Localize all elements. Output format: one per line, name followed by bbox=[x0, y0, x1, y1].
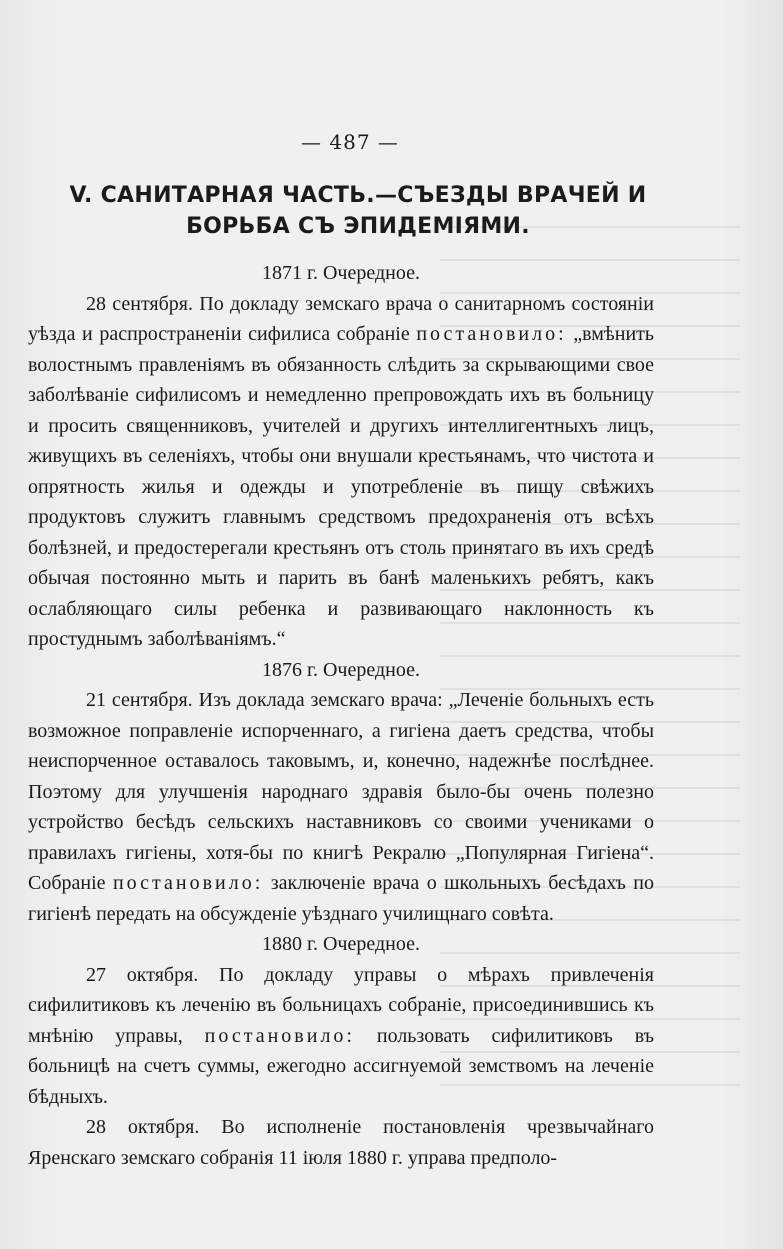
page-number: — 487 — bbox=[301, 130, 399, 154]
paragraph-text: По докладу управы о мѣрахъ привлеченія сифилитиковъ къ леченію въ больницахъ собраніе, присоединившись къ мнѣнію управы, bbox=[28, 963, 654, 1047]
paragraph-text: „вмѣнить волостнымъ правленіямъ въ обязанность слѣдить за скрывающими свое заболѣваніе сифилисомъ и немедленно препровождать ихъ въ больницу и просить священниковъ, учителей и другихъ интеллигентныхъ лицъ, живущихъ въ селеніяхъ, чтобы они внушали крестьянамъ, что чистота и опрятность жилья и одежды и употребленіе въ пищу свѣжихъ продуктовъ служитъ главнымъ средствомъ предохраненія отъ всѣхъ болѣзней, и предостерегали крестьянъ отъ столь принятаго въ ихъ средѣ обычая постоянно мыть и парить въ банѣ маленькихъ ребятъ, какъ ослабляющаго силы ребенка и развивающаго наклонность къ простуднымъ заболѣваніямъ.“ bbox=[28, 323, 655, 650]
year-heading: 1880 г. Очередное. bbox=[262, 933, 420, 955]
paragraph-text: Во исполненіе постановленія чрезвычайнаго Яренскаго земскаго собранія 11 іюля 1880 г. управа предполо- bbox=[28, 1116, 654, 1169]
date: 28 октября. bbox=[86, 1116, 200, 1138]
resolution-keyword: постановило: bbox=[204, 1024, 355, 1047]
date: 27 октября. bbox=[86, 963, 199, 986]
section-title: V. САНИТАРНАЯ ЧАСТЬ.—СЪЕЗДЫ ВРАЧЕЙ И БОРЬБА СЪ ЭПИДЕМІЯМИ. bbox=[69, 183, 647, 239]
paragraph-text: По докладу земскаго врача о санитарномъ состояніи уѣзда и распространеніи сифилиса собраніе bbox=[28, 292, 654, 345]
year-heading: 1876 г. Очередное. bbox=[262, 658, 420, 681]
paragraph-text: заключеніе врача о школьныхъ бесѣдахъ по гигіенѣ передать на обсужденіе уѣзднаго училищнаго совѣта. bbox=[28, 872, 655, 925]
date: 28 сентября. bbox=[86, 292, 194, 315]
resolution-keyword: постановило: bbox=[112, 872, 264, 894]
paragraph bbox=[28, 1112, 654, 1173]
paragraph bbox=[28, 960, 654, 1113]
entry-1880 bbox=[28, 929, 654, 1173]
resolution-keyword: постановило: bbox=[416, 323, 567, 345]
year-heading: 1871 г. Очередное. bbox=[262, 262, 420, 284]
paragraph bbox=[28, 685, 654, 929]
paragraph bbox=[28, 289, 654, 655]
paragraph-text: пользовать сифилитиковъ въ больницѣ на счетъ суммы, ежегодно ассигнуемой земствомъ на леченіе бѣдныхъ. bbox=[28, 1024, 655, 1108]
document-body bbox=[28, 258, 654, 1173]
entry-1876 bbox=[28, 655, 654, 930]
date: 21 сентября. bbox=[86, 689, 193, 711]
paragraph-text: Изъ доклада земскаго врача: „Леченіе больныхъ есть возможное поправленіе испорченнаго, а гигіена даетъ средства, чтобы неиспорченное оставалось таковымъ, и, конечно, надежнѣе послѣднее. Поэтому для улучшенія народнаго здравія было-бы очень полезно устройство бесѣдъ сельскихъ наставниковъ со своими учениками о правилахъ гигіены, хотя-бы по книгѣ Рекралю „Популярная Гигіена“. Собраніе bbox=[28, 689, 654, 894]
entry-1871 bbox=[28, 258, 654, 655]
